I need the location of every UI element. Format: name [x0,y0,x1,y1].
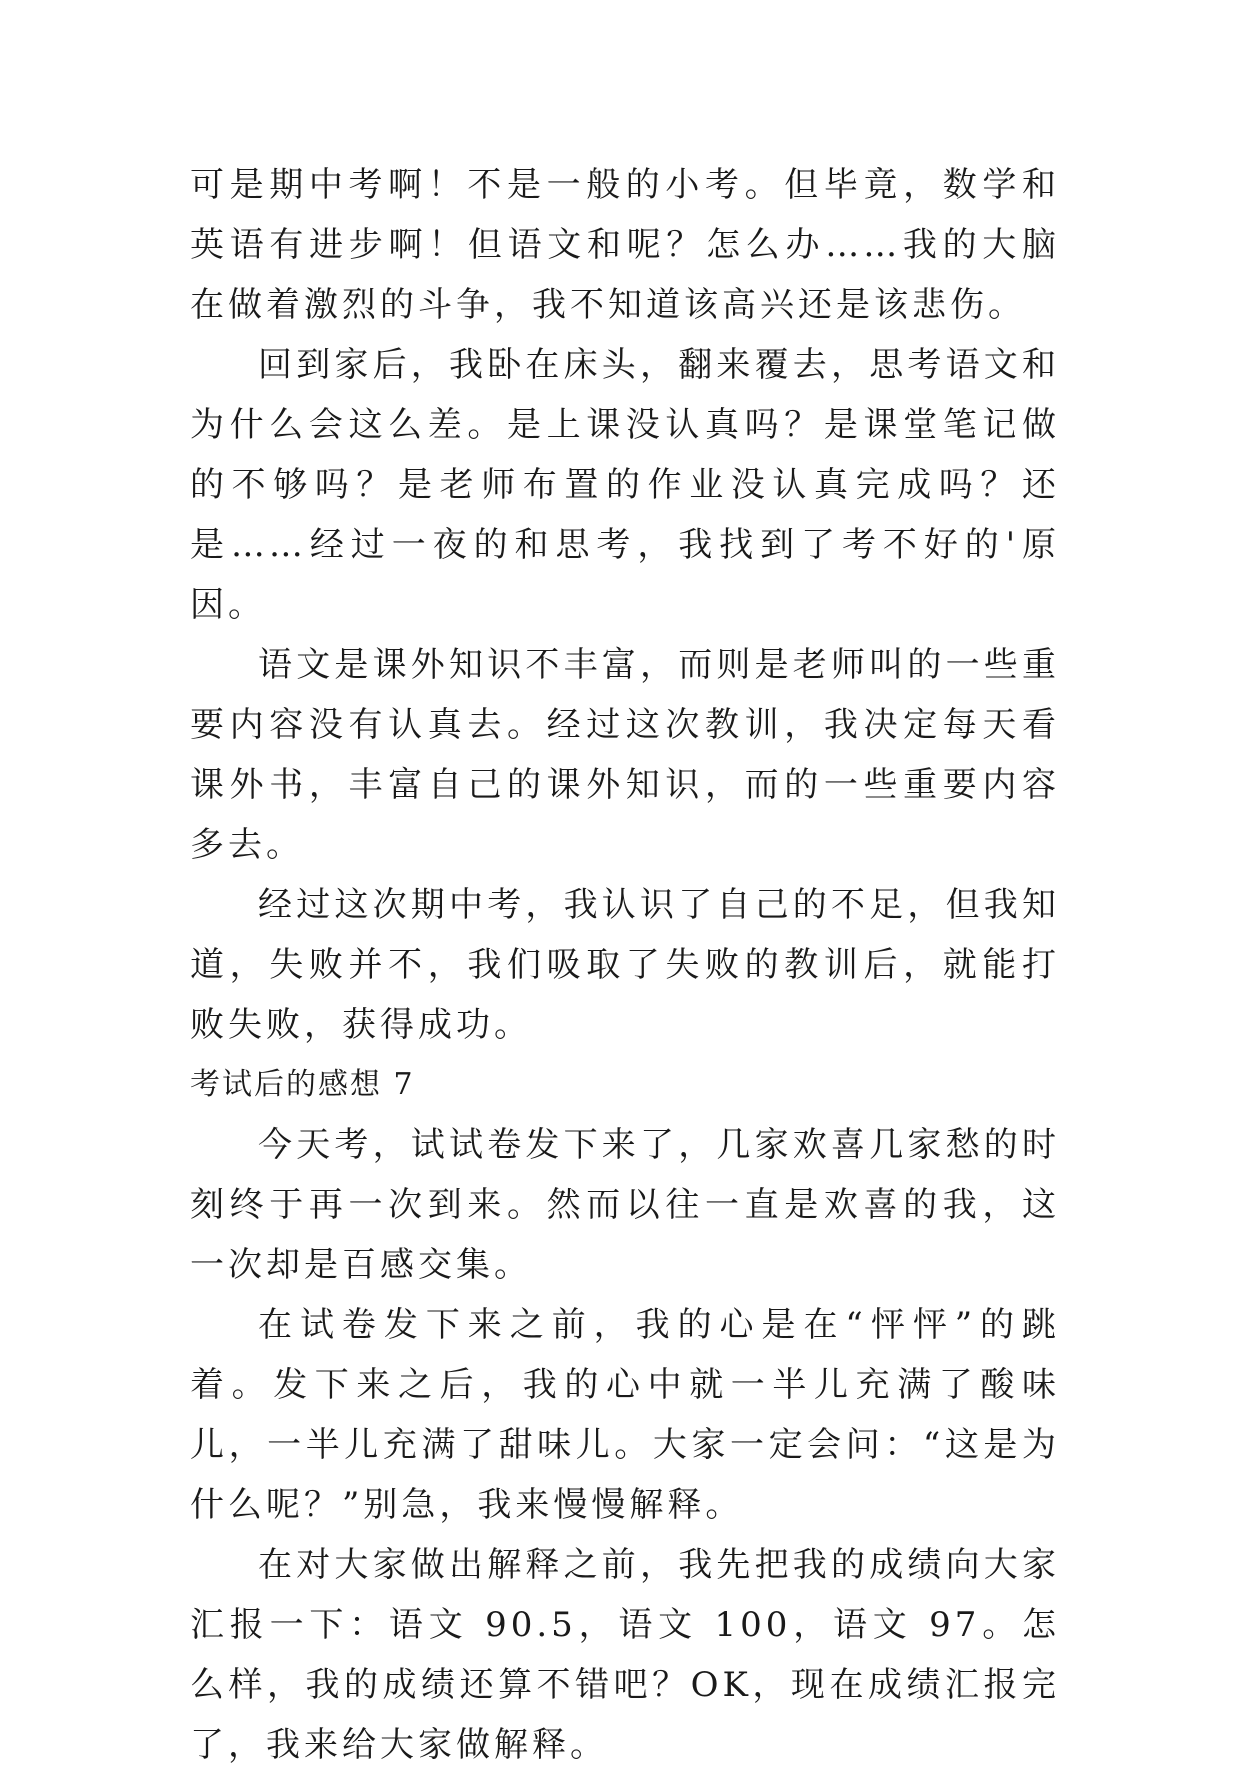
section-heading: 考试后的感想 7 [190,1067,415,1102]
paragraph: 在对大家做出解释之前，我先把我的成绩向大家汇报一下：语文 90.5，语文 100，语文 97。怎么样，我的成绩还算不错吧？OK，现在成绩汇报完了，我来给大家做解释。 [190,1545,1060,1765]
paragraph: 语文是课外知识不丰富，而则是老师叫的一些重要内容没有认真去。经过这次教训，我决定每天看课外书，丰富自己的课外知识，而的一些重要内容多去。 [190,645,1060,865]
paragraph: 可是期中考啊！不是一般的小考。但毕竟，数学和英语有进步啊！但语文和呢？怎么办……我的大脑在做着激烈的斗争，我不知道该高兴还是该悲伤。 [190,165,1060,325]
paragraph: 回到家后，我卧在床头，翻来覆去，思考语文和为什么会这么差。是上课没认真吗？是课堂笔记做的不够吗？是老师布置的作业没认真完成吗？还是……经过一夜的和思考，我找到了考不好的'原因。 [190,345,1060,625]
document-body [190,155,1060,1775]
paragraph: 在试卷发下来之前，我的心是在“怦怦”的跳着。发下来之后，我的心中就一半儿充满了酸味儿，一半儿充满了甜味儿。大家一定会问：“这是为什么呢？”别急，我来慢慢解释。 [190,1305,1060,1525]
paragraph: 今天考，试试卷发下来了，几家欢喜几家愁的时刻终于再一次到来。然而以往一直是欢喜的我，这一次却是百感交集。 [190,1125,1060,1285]
paragraph: 经过这次期中考，我认识了自己的不足，但我知道，失败并不，我们吸取了失败的教训后，就能打败失败，获得成功。 [190,885,1060,1045]
